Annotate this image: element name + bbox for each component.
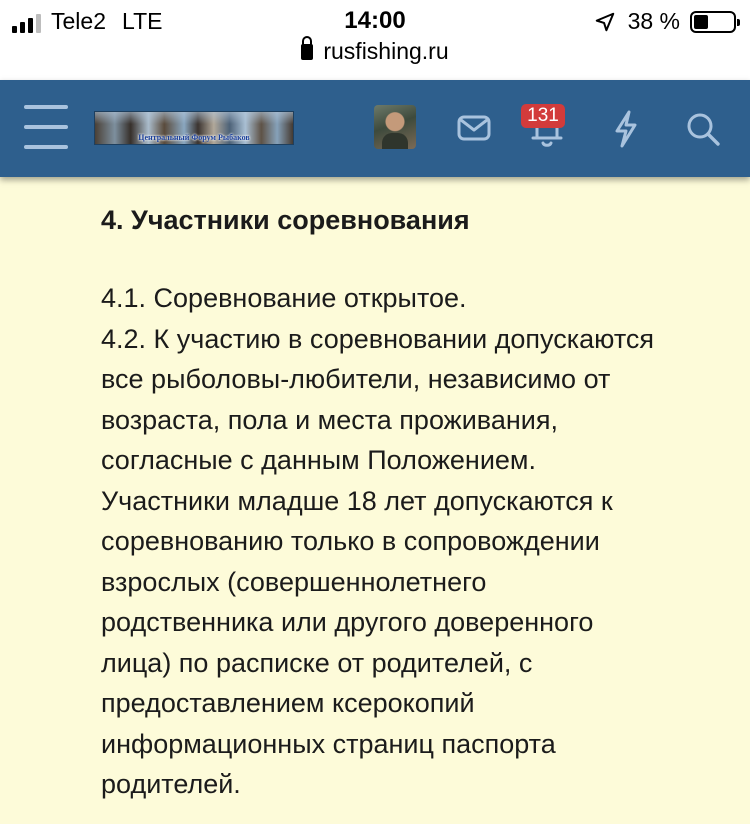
lightning-bolt-icon	[611, 109, 641, 149]
status-bar	[0, 0, 750, 80]
envelope-icon	[456, 110, 492, 146]
location-arrow-icon	[594, 11, 616, 33]
search-icon	[685, 111, 721, 147]
hamburger-menu-icon[interactable]	[22, 105, 70, 149]
text-line: все рыболовы-любители, независимо от	[101, 364, 611, 394]
notification-count-badge[interactable]: 131	[521, 104, 565, 128]
text-line: возраста, пола и места проживания,	[101, 404, 558, 435]
carrier-name: Tele2	[51, 8, 106, 34]
forum-header	[0, 80, 750, 177]
blank-line	[101, 244, 741, 278]
text-line: согласные с данным Положением.	[101, 445, 536, 475]
text-line: лица) по расписке от родителей, с	[101, 647, 533, 678]
status-bar-right	[594, 8, 736, 35]
address-bar[interactable]	[0, 38, 750, 65]
search-button[interactable]	[682, 108, 724, 150]
whats-new-button[interactable]	[606, 108, 646, 150]
status-time: 14:00	[344, 7, 406, 34]
section-heading: 4. Участники соревнования	[101, 205, 470, 235]
text-line: 4.2. К участию в соревновании допускаются	[101, 323, 654, 354]
logo-text: Центральный Форум Рыбаков	[138, 133, 250, 142]
battery-level-fill	[694, 15, 708, 29]
battery-icon	[690, 11, 736, 33]
network-type: LTE	[121, 8, 163, 34]
text-line: родителей.	[101, 769, 241, 799]
post-content	[101, 196, 741, 805]
text-line: взрослых (совершеннолетнего	[101, 566, 487, 597]
text-line: Участники младше 18 лет допускаются к	[101, 485, 613, 516]
text-line: соревнованию только в сопровождении	[101, 526, 600, 556]
inbox-button[interactable]	[454, 108, 494, 148]
site-logo[interactable]	[94, 111, 294, 145]
text-line: родственника или другого доверенного	[101, 607, 594, 637]
url-text: rusfishing.ru	[323, 38, 449, 64]
text-line: предоставлением ксерокопий	[101, 688, 475, 718]
text-line: информационных страниц паспорта	[101, 728, 556, 759]
lock-icon	[301, 44, 313, 60]
battery-percent: 38 %	[627, 8, 680, 34]
text-line: 4.1. Соревнование открытое.	[101, 283, 467, 313]
user-avatar[interactable]	[374, 105, 416, 149]
